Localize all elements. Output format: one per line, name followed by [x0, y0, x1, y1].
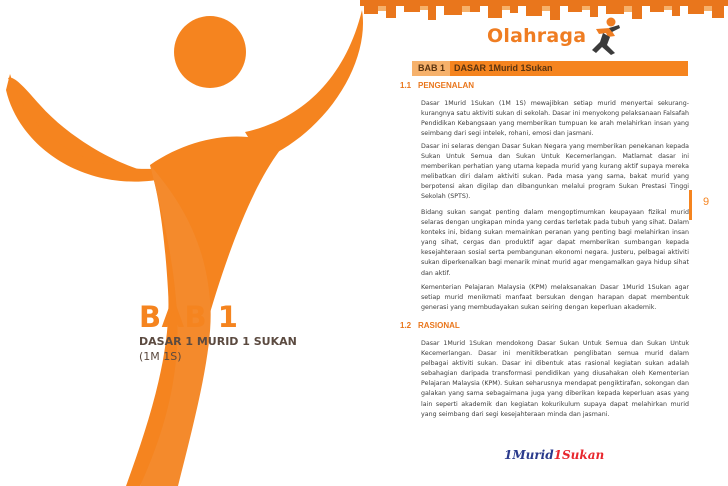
chapter-title: DASAR 1Murid 1Sukan	[454, 63, 553, 73]
section-number: 1.1	[400, 81, 412, 90]
page-number: 9	[703, 196, 710, 208]
chapter-bar	[412, 61, 688, 76]
section-heading-text: RASIONAL	[418, 321, 460, 330]
paragraph: Bidang sukan sangat penting dalam mengoptimumkan keupayaan fizikal murid selaras dengan ungkapan minda yang cerdas terletak pada tubuh yang sihat. Dalam konteks ini, bidang sukan memainkan peranan yang penting bagi melahirkan insan yang sihat, cergas dan produktif agar dapat memberikan sumbangan kepada kesejahteraan sosial serta pembangunan ekonomi negara. Justeru, pelbagai aktiviti sukan diperkenalkan bagi menarik minat murid agar mengamalkan gaya hidup sihat dan aktif.	[421, 209, 689, 277]
header-pattern	[360, 0, 728, 24]
paragraph: Kementerian Pelajaran Malaysia (KPM) melaksanakan Dasar 1Murid 1Sukan agar setiap murid menikmati manfaat bersukan dengan harapan dapat membentuk generasi yang membudayakan sukan seiring dengan keperluan akademik.	[421, 284, 689, 312]
page-rule	[689, 190, 692, 220]
chapter-code: (1M 1S)	[139, 350, 182, 363]
section-heading-pengenalan	[400, 81, 474, 90]
paragraph: Dasar ini selaras dengan Dasar Sukan Negara yang memberikan penekanan kepada Sukan Untuk Semua dan Sukan Untuk Kecemerlangan. Matlamat dasar ini memberikan perhatian yang utama kepada murid yang kurang aktif supaya mereka melibatkan diri dalam aktiviti sukan. Pada masa yang sama, bakat murid yang berpotensi akan digilap dan dibangunkan melalui program Sukan Prestasi Tinggi Sekolah (SPTS).	[421, 143, 689, 201]
footer-logo	[504, 448, 604, 462]
logo-part-sukan: 1Sukan	[553, 448, 605, 462]
page-marker	[689, 190, 728, 220]
chapter-subtitle: DASAR 1 MURID 1 SUKAN	[139, 335, 297, 348]
runner-icon	[584, 16, 626, 56]
logo-part-murid: 1Murid	[504, 448, 554, 462]
chapter-heading: BAB 1	[139, 300, 239, 334]
paragraph: Dasar 1Murid 1Sukan mendokong Dasar Sukan Untuk Semua dan Sukan Untuk Kecemerlangan. Dasar ini menitikberatkan penglibatan semua murid dalam pelbagai aktiviti sukan. Dasar ini dibentuk atas rasional kegiatan sukan adalah sebahagian daripada transformasi pendidikan yang diusahakan oleh Kementerian Pelajaran Malaysia (KPM). Sukan seharusnya mendapat pengiktirafan, sokongan dan galakan yang sama sebagaimana juga yang diberikan kepada keperluan asas yang lain seperti akademik dan kegiatan kokurikulum supaya dapat melahirkan murid yang seimbang dari segi kesejahteraan minda dan jasmani.	[421, 340, 689, 418]
paragraph: Dasar 1Murid 1Sukan (1M 1S) mewajibkan setiap murid menyertai sekurang-kurangnya satu aktiviti sukan di sekolah. Dasar ini menyokong pelaksanaan Falsafah Pendidikan Kebangsaan yang memberikan tumpuan ke arah melahirkan insan yang seimbang dari segi intelek, rohani, emosi dan jasmani.	[421, 100, 689, 138]
section-heading-text: PENGENALAN	[418, 81, 475, 90]
chapter-number: BAB 1	[412, 61, 450, 76]
section-title: Olahraga	[487, 25, 587, 47]
section-heading-rasional	[400, 321, 460, 330]
section-number: 1.2	[400, 321, 412, 330]
